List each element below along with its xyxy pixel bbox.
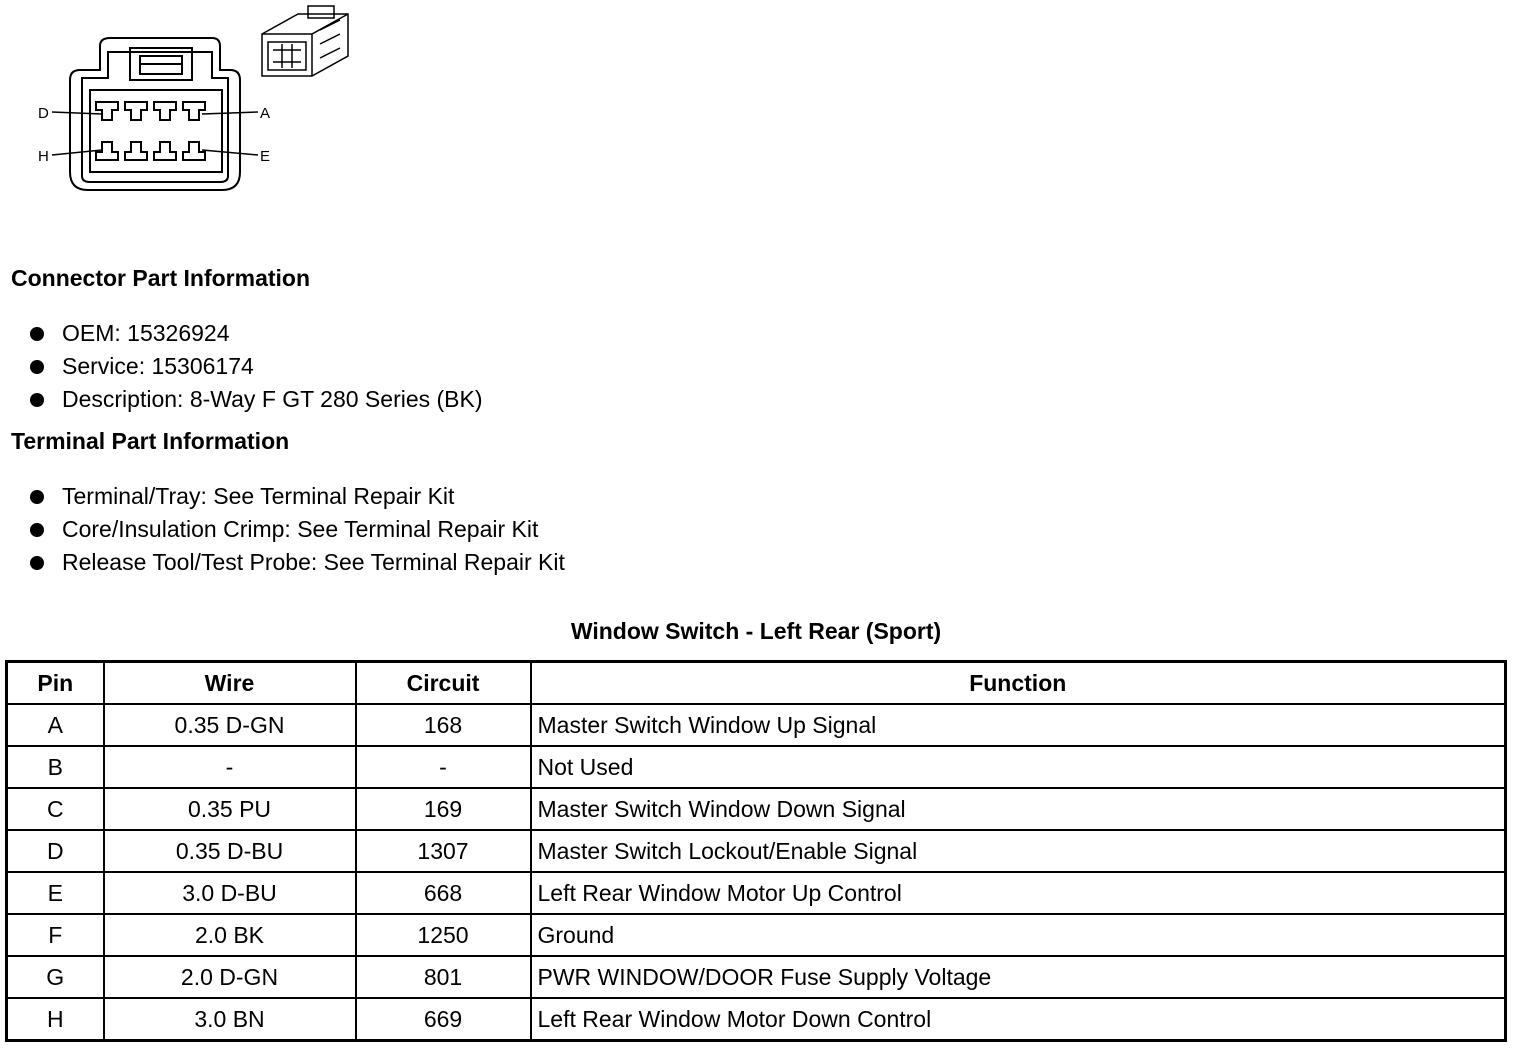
cell-pin: H bbox=[7, 998, 104, 1041]
table-row bbox=[7, 914, 1506, 956]
cell-function: Master Switch Window Down Signal bbox=[531, 788, 1506, 830]
cell-pin: C bbox=[7, 788, 104, 830]
list-item-text: Core/Insulation Crimp: See Terminal Repair Kit bbox=[62, 516, 539, 542]
header-pin: Pin bbox=[7, 662, 104, 705]
connector-part-info-title: Connector Part Information bbox=[11, 265, 311, 291]
terminal-part-info-list bbox=[28, 483, 565, 582]
connector-3d-icon bbox=[262, 6, 348, 76]
table-row bbox=[7, 998, 1506, 1041]
list-item bbox=[28, 483, 565, 516]
cell-circuit: 169 bbox=[356, 788, 531, 830]
pin-table bbox=[5, 660, 1507, 1042]
table-row bbox=[7, 788, 1506, 830]
pin-label-d: D bbox=[38, 105, 49, 122]
bullet-icon bbox=[30, 490, 44, 504]
cell-pin: B bbox=[7, 746, 104, 788]
table-row bbox=[7, 746, 1506, 788]
list-item bbox=[28, 516, 565, 549]
cell-circuit: 801 bbox=[356, 956, 531, 998]
list-item-text: Service: 15306174 bbox=[62, 353, 254, 379]
list-item bbox=[28, 353, 483, 386]
terminal-part-info-title: Terminal Part Information bbox=[11, 428, 290, 454]
pin-label-h: H bbox=[38, 148, 49, 165]
header-circuit: Circuit bbox=[356, 662, 531, 705]
cell-function: Left Rear Window Motor Down Control bbox=[531, 998, 1506, 1041]
list-item-text: OEM: 15326924 bbox=[62, 320, 230, 346]
cell-pin: A bbox=[7, 704, 104, 746]
bullet-icon bbox=[30, 360, 44, 374]
table-row bbox=[7, 704, 1506, 746]
cell-function: Master Switch Lockout/Enable Signal bbox=[531, 830, 1506, 872]
cell-wire: 0.35 PU bbox=[104, 788, 356, 830]
header-wire: Wire bbox=[104, 662, 356, 705]
cell-wire: 0.35 D-BU bbox=[104, 830, 356, 872]
list-item bbox=[28, 549, 565, 582]
cell-circuit: 668 bbox=[356, 872, 531, 914]
list-item-text: Terminal/Tray: See Terminal Repair Kit bbox=[62, 483, 455, 509]
cell-circuit: - bbox=[356, 746, 531, 788]
table-row bbox=[7, 830, 1506, 872]
cell-wire: 2.0 D-GN bbox=[104, 956, 356, 998]
cell-circuit: 1307 bbox=[356, 830, 531, 872]
cell-function: Left Rear Window Motor Up Control bbox=[531, 872, 1506, 914]
connector-part-info-list bbox=[28, 320, 483, 419]
cell-pin: F bbox=[7, 914, 104, 956]
cell-function: Ground bbox=[531, 914, 1506, 956]
cell-pin: E bbox=[7, 872, 104, 914]
cell-function: PWR WINDOW/DOOR Fuse Supply Voltage bbox=[531, 956, 1506, 998]
table-row bbox=[7, 872, 1506, 914]
pin-label-e: E bbox=[260, 148, 271, 165]
table-header-row bbox=[7, 662, 1506, 705]
cell-circuit: 1250 bbox=[356, 914, 531, 956]
cell-function: Not Used bbox=[531, 746, 1506, 788]
list-item-text: Description: 8-Way F GT 280 Series (BK) bbox=[62, 386, 483, 412]
connector-face-diagram bbox=[30, 0, 370, 200]
cell-circuit: 669 bbox=[356, 998, 531, 1041]
list-item bbox=[28, 386, 483, 419]
cell-wire: 0.35 D-GN bbox=[104, 704, 356, 746]
cell-pin: G bbox=[7, 956, 104, 998]
bullet-icon bbox=[30, 523, 44, 537]
table-title: Window Switch - Left Rear (Sport) bbox=[570, 618, 942, 644]
bullet-icon bbox=[30, 556, 44, 570]
cell-function: Master Switch Window Up Signal bbox=[531, 704, 1506, 746]
cell-circuit: 168 bbox=[356, 704, 531, 746]
header-function: Function bbox=[531, 662, 1506, 705]
cell-wire: 3.0 BN bbox=[104, 998, 356, 1041]
cell-wire: 3.0 D-BU bbox=[104, 872, 356, 914]
list-item bbox=[28, 320, 483, 353]
cell-pin: D bbox=[7, 830, 104, 872]
table-row bbox=[7, 956, 1506, 998]
bullet-icon bbox=[30, 327, 44, 341]
cell-wire: - bbox=[104, 746, 356, 788]
list-item-text: Release Tool/Test Probe: See Terminal Repair Kit bbox=[62, 549, 565, 575]
cell-wire: 2.0 BK bbox=[104, 914, 356, 956]
bullet-icon bbox=[30, 393, 44, 407]
pin-label-a: A bbox=[260, 105, 271, 122]
